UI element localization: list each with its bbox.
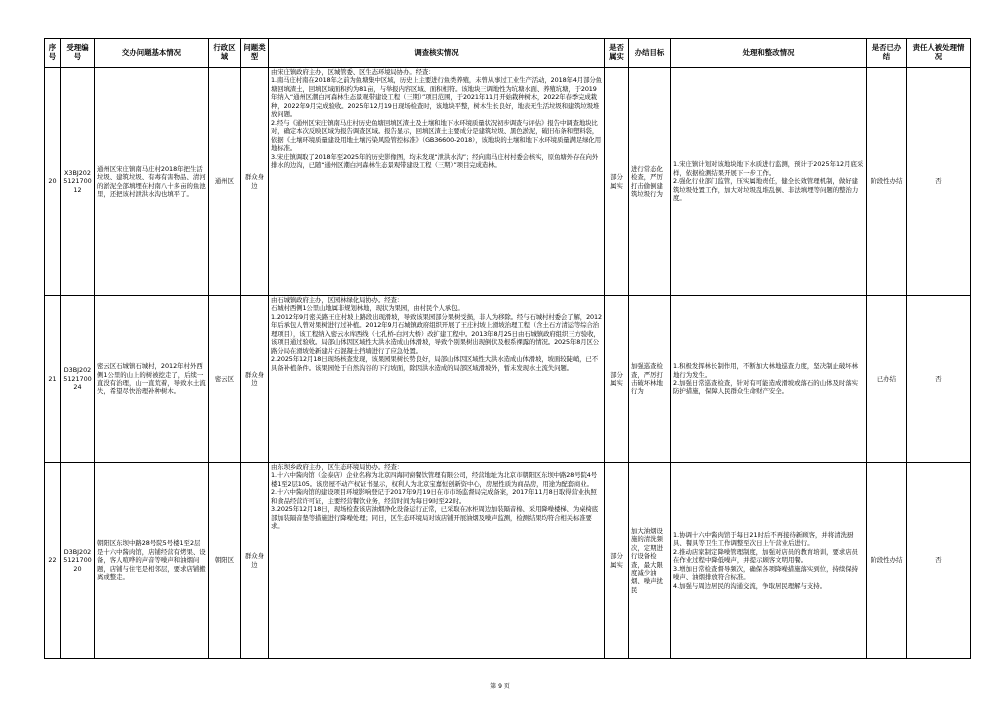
- survey-line: 1.十六中酱肉馆（金泰店）企业名称为北京四海同窗餐饮管理有限公司，经营地址为北京市朝阳区东坝中路28号院4号楼1至2层105。该房屋不动产权证书显示，权利人为北京宝嘉恒创新资中心，房屋性质为商品房，用途为配套商业。: [271, 471, 598, 488]
- cell-seq: 22: [45, 463, 61, 659]
- cell-goal: 加大油烟设施的清洗频次，定期进行设备检查，最大限度减少油烟、噪声扰民: [629, 463, 671, 659]
- cell-district: 密云区: [209, 296, 241, 463]
- cell-verified: 部分属实: [605, 296, 629, 463]
- cell-done: 已办结: [867, 296, 907, 463]
- cell-survey: [269, 463, 605, 659]
- cell-basic: 密云区石城镇石城村，2012年村外西侧1公里的山上的树被挖走了，后续一直没有治理，山一直荒着，导致水土流失，希望尽快治理补种树木。: [95, 296, 209, 463]
- cell-basic: 通州区宋庄镇南马庄村2018年把生活垃圾、建筑垃圾、有毒有害物品、清河的淤泥全部填埋在村南八十多亩的鱼池里，还把该村泄洪水沟也填平了。: [95, 68, 209, 296]
- table-row: [45, 296, 971, 463]
- header-code: 受理编号: [61, 39, 95, 68]
- rectify-line: 1.积极发挥林长制作用，不断加大林地巡查力度，坚决制止破坏林地行为发生。: [673, 362, 859, 379]
- survey-line: 3.宋庄镇调取了2018年至2025年的历史影像图，均未发现“泄洪水沟”；经向南马庄村村委会核实，原鱼塘外存在向外排水的边沟，已随“通州区潮白河森林生态景观带建设工程（三期）”项目完成造林。: [271, 152, 599, 169]
- rectify-line: 1.宋庄镇计划对该地块地下水质进行监测，预计于2025年12月底采样，依据检测结果开展下一步工作。: [673, 160, 864, 177]
- cases-table: [44, 38, 971, 659]
- survey-line: 由宋庄镇政府主办，区城管委、区生态环境局协办。经查：: [271, 68, 435, 76]
- table-row: [45, 463, 971, 659]
- header-survey: 调查核实情况: [269, 39, 605, 68]
- cell-seq: 21: [45, 296, 61, 463]
- header-seq: 序号: [45, 39, 61, 68]
- survey-line: 1.南马庄村南在2018年之前为鱼塘集中区域，历史上主要进行鱼类养殖，未曾从事过工业生产活动，2018年4月部分鱼塘回填渣土，回填区域面积约为81亩，与举报内容区域、面积相符。该地块三调地性为坑塘水面、养殖坑塘，于2019年纳入“通州区潮白河森林生态景观带建设工程（三期）”项目范围，于2021年11月开始栽种树木，2022年春季完成栽种，2022年9月完成验收。2025年12月19日现场检查时，该地块平整，树木生长良好，地表无生活垃圾和建筑垃圾堆放问题。: [271, 76, 602, 119]
- cell-code: X3BJ202512170012: [61, 68, 95, 296]
- header-goal: 办结目标: [629, 39, 671, 68]
- survey-line: 由石城镇政府主办，区园林绿化局协办。经查：: [271, 296, 404, 304]
- rectify-line: 3.增加日常检查督导频次，确保各项降噪措施落实到位，持续保持噪声、油烟排放符合标准。: [673, 564, 859, 582]
- header-done: 是否已办结: [867, 39, 907, 68]
- cell-seq: 20: [45, 68, 61, 296]
- header-verified: 是否属实: [605, 39, 629, 68]
- survey-line: 由东坝乡政府主办，区生态环境局协办。经查：: [271, 463, 404, 471]
- header-accountable: 责任人被处理情况: [907, 39, 971, 68]
- cell-type: 群众身边: [241, 296, 269, 463]
- cell-code: D3BJ202512170024: [61, 296, 95, 463]
- cell-district: 朝阳区: [209, 463, 241, 659]
- cell-code: D3BJ202512170020: [61, 463, 95, 659]
- survey-line: 2.2025年12月18日现场核查发现，该果园果树长势良好，局部山体因区域性大洪水造成山体滑坡，坡面较陡峭，已不具备补植条件。该果园处于自然沟谷的下行坡面，除因洪水造成的局部区域滑坡外，暂未发现水土流失问题。: [271, 355, 598, 372]
- survey-line: 3.2025年12月18日，现场检查该店油烟净化设备运行正常，已采取在冰柜周边加装隔音棉、采用降噪楼梯、为桌椅底部加装隔音垫等措施进行降噪处理；同日，区生态环境局对该店铺开展油烟及噪声监测，检测结果均符合相关标准要求。: [271, 505, 598, 531]
- cell-survey: [269, 68, 605, 296]
- table-header-row: [45, 39, 971, 68]
- header-district: 行政区域: [209, 39, 241, 68]
- rectify-line: 1.协调十六中酱肉馆于每日21时后不再接待新顾客，并将清洗厨具、餐具等卫生工作调整至次日上午营业后进行。: [673, 530, 854, 548]
- cell-rectify: [671, 68, 867, 296]
- cell-verified: 部分属实: [605, 68, 629, 296]
- survey-line: 2.经与《通州区宋庄镇南马庄村历史鱼塘回填区渣土及土壤和地下水环境质量状况初步调查与评估》报告中调查地块比对，确定本次反映区域为报告调查区域。报告显示，回填区渣土主要成分是建筑垃圾、黑色淤泥，破旧布条和塑料袋，依据《土壤环境质量建设用地土壤污染风险管控标准》（GB36600-2018），该地块的土壤和地下水环境质量满足绿化用地标准。: [271, 118, 602, 153]
- cell-rectify: [671, 463, 867, 659]
- cell-done: 阶段性办结: [867, 68, 907, 296]
- cell-verified: 部分属实: [605, 463, 629, 659]
- rectify-line: 2.加强日常巡查检查，针对有可能造成滑坡或落石的山体及时落实防护措施，保障人民群众生命财产安全。: [673, 379, 859, 396]
- cell-type: 群众身边: [241, 463, 269, 659]
- cell-type: 群众身边: [241, 68, 269, 296]
- rectify-line: 2.推动店家制定降噪管理制度，加强对店员的教育培训，要求店员在作业过程中降低噪声，并提示顾客文明用餐。: [673, 547, 859, 565]
- survey-line: 石城村西侧1公里山地属非规划林地，现状为果园，由村民个人承包。: [271, 304, 464, 313]
- rectify-line: 2.强化行业部门监管，压实属地责任，健全长效管理机制，做好建筑垃圾处置工作，加大对垃圾乱堆乱倒、非法填埋等问题的整治力度。: [673, 177, 859, 203]
- cell-goal: 进行常态化检查，严厉打击偷倒建筑垃圾行为: [629, 68, 671, 296]
- cell-basic: 朝阳区东坝中路28号院5号楼1至2层是十六中酱肉馆，店铺经营有烤果、设备，客人喧哗的声音等噪声和油烟问题，店铺与住宅是相邻层，要求店铺搬离或整走。: [95, 463, 209, 659]
- survey-line: 1.2012年9月密关路王庄村坡上路段出现滑坡，导致该果园部分果树受损，非人为移除。经与石城村村委会了解，2012年后承包人曾对果树进行过补植。2012年9月石城镇政府组织开展了王庄村坡上滑坡治理工程（含土石方清运等综合治理项目），该工程纳入密云水库西线（七孔桥-白河大桥）改扩建工程中。2013年8月25日由石城镇政府组织三方验收，该项目通过验收。局部山体因区域性大洪水造成山体滑坡，导致个别果树出现倒伏及根系裸露的情况。2025年8月区公路分局在滑坡处新建片石混凝土挡墙进行了应急处置。: [271, 312, 602, 355]
- header-type: 问题类型: [241, 39, 269, 68]
- survey-line: 2.十六中酱肉馆的建设项目环境影响登记于2017年9月19日在市市场监督局完成备案，2017年11月8日取得营业执照和食品经营许可证，主要经营餐饮业务，经营时间为每日9时至22时。: [271, 488, 597, 505]
- header-basic: 交办问题基本情况: [95, 39, 209, 68]
- cell-accountable: 否: [907, 68, 971, 296]
- rectify-line: 4.加强与周边居民的沟通交流，争取居民理解与支持。: [673, 581, 827, 590]
- cell-accountable: 否: [907, 463, 971, 659]
- cell-district: 通州区: [209, 68, 241, 296]
- cell-accountable: 否: [907, 296, 971, 463]
- cell-rectify: [671, 296, 867, 463]
- table-row: [45, 68, 971, 296]
- cell-goal: 加强巡查检查，严厉打击破坏林地行为: [629, 296, 671, 463]
- cell-done: 阶段性办结: [867, 463, 907, 659]
- header-rectify: 处理和整改情况: [671, 39, 867, 68]
- cell-survey: [269, 296, 605, 463]
- page-number: 第 9 页: [490, 683, 510, 690]
